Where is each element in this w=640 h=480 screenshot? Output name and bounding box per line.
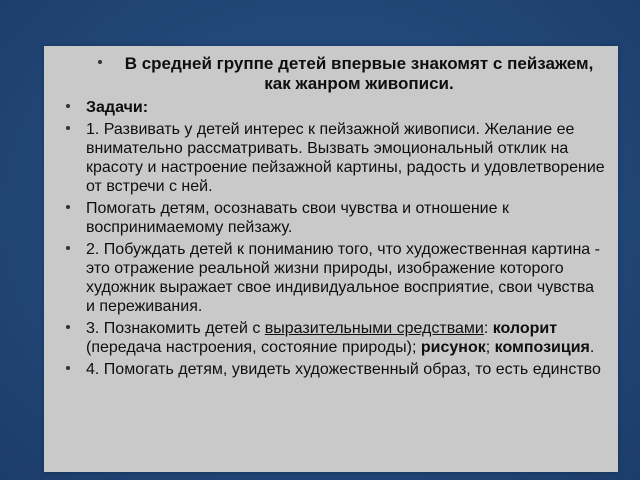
list-item-text-part: ; xyxy=(485,339,495,356)
list-item-task-1 xyxy=(62,120,612,196)
list-item-text: Помогать детям, осознавать свои чувства и отношение к воспринимаемому пейзажу. xyxy=(86,200,509,236)
slide-content xyxy=(62,54,612,382)
bullet-icon xyxy=(66,246,70,250)
term-drawing: рисунок xyxy=(420,339,486,356)
bullet-icon xyxy=(66,325,70,329)
title-text: В средней группе детей впервые знакомят с пейзажем, как жанром живописи. xyxy=(124,54,594,93)
bullet-icon xyxy=(66,104,70,108)
list-item-text: 1. Развивать у детей интерес к пейзажной живописи. Желание ее внимательно рассматривать. Вызвать эмоциональный отклик на красоту и настроение пейзажной картины, радость и удовлетворение от встречи с ней. xyxy=(86,121,605,195)
list-item-tasks-heading xyxy=(62,98,612,117)
bullet-icon xyxy=(66,366,70,370)
list-item-text-part: (передача настроения, состояние природы); xyxy=(86,339,421,356)
list-item-task-4 xyxy=(62,360,612,379)
list-item-task-2 xyxy=(62,240,612,316)
bullet-icon xyxy=(66,205,70,209)
list-item-text-part: 3. Познакомить детей с xyxy=(86,320,265,337)
list-item-text-part: : xyxy=(483,320,493,337)
list-item-text-part: . xyxy=(589,339,595,356)
bullet-icon xyxy=(98,60,102,64)
list-item-text: Задачи: xyxy=(86,99,149,116)
slide-title xyxy=(62,54,612,94)
list-item-text: 4. Помогать детям, увидеть художественный образ, то есть единство xyxy=(86,361,601,378)
bullet-icon xyxy=(66,126,70,130)
list-item-task-3 xyxy=(62,319,612,357)
expressive-means-link[interactable]: выразительными средствами xyxy=(264,320,484,337)
term-colorit: колорит xyxy=(492,320,558,337)
list-item-text: 2. Побуждать детей к пониманию того, что художественная картина - это отражение реальной жизни природы, изображение которого художник выражает свое индивидуальное восприятие, свои чувства и переживания. xyxy=(86,241,600,315)
list-item-task-1-continued xyxy=(62,199,612,237)
term-composition: композиция xyxy=(494,339,590,356)
